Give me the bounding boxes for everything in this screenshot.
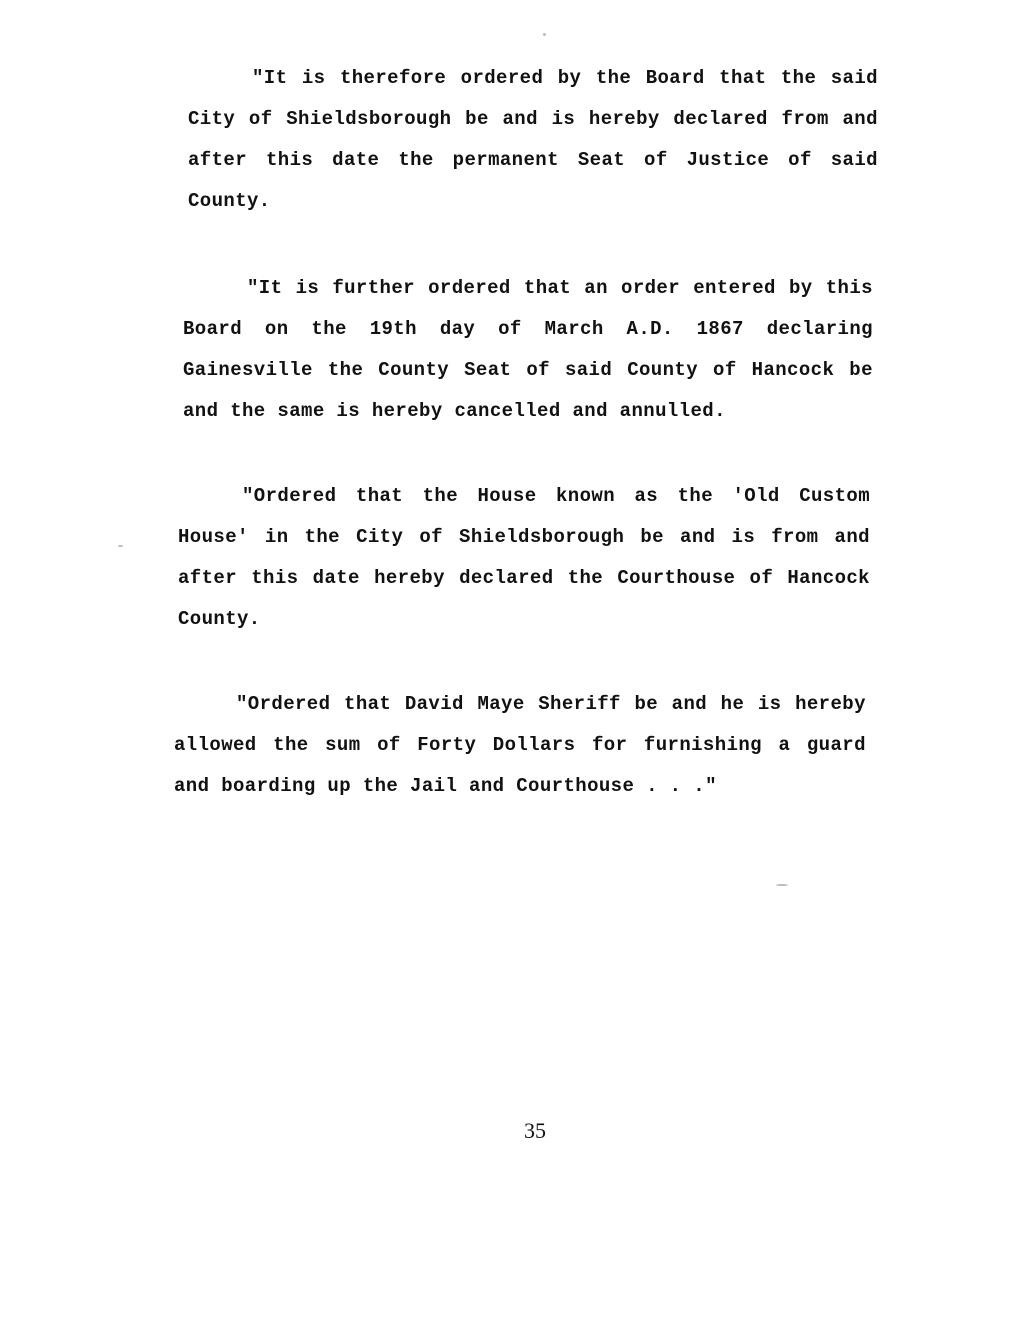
paragraph-line: "Ordered that David Maye Sheriff be and he is hereby [236,693,866,715]
paragraph-line: and the same is hereby cancelled and annulled. [183,400,726,422]
paragraph-line: City of Shieldsborough be and is hereby declared from and [188,108,878,130]
scan-speck [776,884,788,886]
paragraph-line: County. [188,190,271,212]
paragraph-3 [178,476,870,640]
paragraph-1 [188,58,878,222]
paragraph-line: House' in the City of Shieldsborough be and is from and [178,526,870,548]
paragraph-line: Board on the 19th day of March A.D. 1867 declaring [183,318,873,340]
page-number: 35 [524,1118,546,1143]
paragraph-line: County. [178,608,261,630]
paragraph-line: "It is therefore ordered by the Board that the said [252,67,878,89]
paragraph-2 [183,268,873,432]
paragraph-line: after this date the permanent Seat of Justice of said [188,149,878,171]
paragraph-line: and boarding up the Jail and Courthouse . . ." [174,775,717,797]
scan-speck [118,545,123,547]
paragraph-line: "It is further ordered that an order entered by this [247,277,873,299]
paragraph-line: Gainesville the County Seat of said County of Hancock be [183,359,873,381]
paragraph-line: after this date hereby declared the Courthouse of Hancock [178,567,870,589]
scan-speck [543,33,546,36]
paragraph-line: allowed the sum of Forty Dollars for furnishing a guard [174,734,866,756]
paragraph-4 [174,684,866,807]
paragraph-line: "Ordered that the House known as the 'Old Custom [242,485,870,507]
